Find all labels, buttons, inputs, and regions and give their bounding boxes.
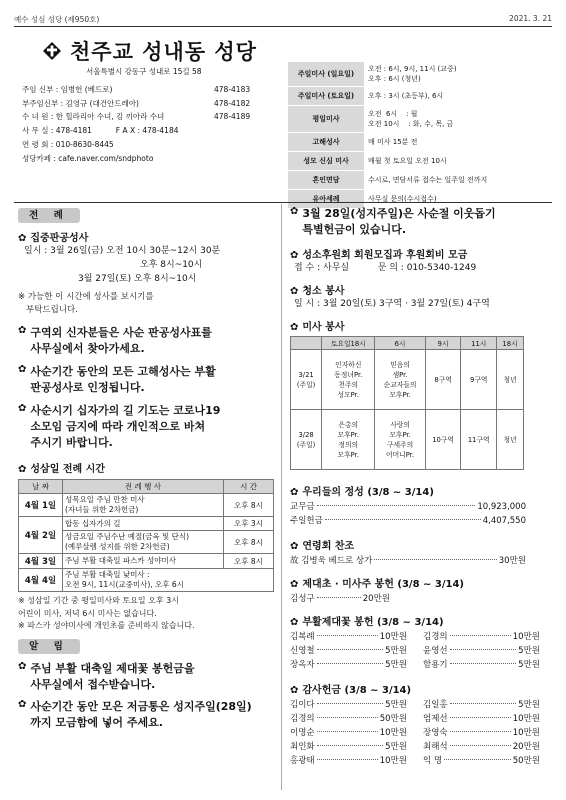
leader-dots (317, 759, 378, 760)
holyweek-date: 4월 1일 (19, 494, 63, 517)
flower-icon: ✿ (18, 364, 27, 375)
mass-cell: 은총의 모후Pr. 정의의 모후Pr. (322, 410, 375, 470)
vocation-title: ✿ 성소후원회 회원모집과 후원회비 모금 (290, 250, 468, 261)
altar-candle-title: ✿ 제대초 · 미사주 봉헌 (3/8 ~ 3/14) (290, 579, 464, 590)
schedule-row (288, 86, 540, 105)
donation-row (423, 712, 540, 726)
staff-label: 성당카페 : cafe.naver.com/sndphoto (22, 153, 154, 163)
flower-icon: ✿ (18, 325, 27, 336)
donor-name: 최해석 (423, 742, 448, 752)
donation-cell (423, 712, 540, 726)
holyweek-header-cell: 시 간 (224, 480, 274, 494)
flower-icon: ✿ (290, 579, 299, 590)
donation-pair-row (290, 740, 540, 754)
mass-cell: 10구역 (425, 410, 461, 470)
leader-dots (325, 519, 481, 520)
mass-header-row (291, 337, 524, 350)
donation-amount: 10만원 (512, 714, 540, 724)
thanks-offering-title: ✿ 감사헌금 (3/8 ~ 3/14) (290, 685, 412, 696)
leader-dots (317, 663, 384, 664)
staff-label: 연 령 회 : 010-8630-8445 (22, 139, 114, 149)
leader-dots (450, 703, 517, 704)
donation-pair-row (290, 712, 540, 726)
donation-pair-row (290, 726, 540, 740)
donation-amount: 5만원 (385, 700, 407, 710)
donation-cell (423, 740, 540, 754)
mass-cell: 사랑의 모후Pr. 구세주의 어머니Pr. (375, 410, 425, 470)
cleaning-title: ✿ 청소 봉사 (290, 286, 345, 297)
mass-header-cell: 18시 (497, 337, 524, 350)
donation-row (290, 644, 407, 658)
staff-label: 사 무 실 : 478-4181 F A X : 478-4184 (22, 126, 179, 136)
staff-phone (214, 152, 284, 166)
staff-phone (214, 124, 284, 138)
mass-cell: 11구역 (461, 410, 497, 470)
liturgy-heading: 전 례 (18, 208, 80, 223)
donation-row (290, 754, 407, 768)
leader-dots (317, 717, 378, 718)
donation-pair-row (290, 658, 540, 672)
donation-row (290, 740, 407, 754)
bulletin-header (14, 14, 552, 25)
donation-cell (423, 726, 540, 740)
donor-name: 홍광태 (290, 756, 315, 766)
holyweek-row (19, 569, 274, 592)
donation-amount: 5만원 (518, 700, 540, 710)
mass-header-cell: 9시 (425, 337, 461, 350)
leader-dots (317, 505, 476, 506)
schedule-value: 매월 첫 토요일 오전 10시 (364, 151, 540, 170)
donation-amount: 4,407,550 (482, 516, 526, 526)
donation-cell (423, 754, 540, 768)
donation-row (290, 698, 407, 712)
donation-pair-row (290, 644, 540, 658)
schedule-label: 주일미사 (토요일) (288, 86, 364, 105)
donation-cell (290, 630, 407, 644)
donation-cell (290, 658, 407, 672)
notice-bullet-2: ✿ 사순기간 동안의 모든 고해성사는 부활 판공성사로 인정됩니다. (18, 364, 216, 394)
staff-row (22, 152, 284, 166)
holyweek-date: 4월 4일 (19, 569, 63, 592)
holyweek-event: 성금요일 주님수난 예절(금육 및 단식) (예루살렘 성지를 위한 2차헌금) (63, 531, 224, 554)
schedule-row (288, 151, 540, 170)
donor-name: 장옥자 (290, 660, 315, 670)
mass-row (291, 350, 524, 410)
schedule-label: 유아세례 (288, 189, 364, 208)
flower-icon: ✿ (290, 541, 299, 552)
donor-name: 김일홍 (423, 700, 448, 710)
donation-amount: 5만원 (518, 646, 540, 656)
church-logo-icon (42, 41, 62, 61)
holyweek-event: 주님 부활 대축일 파스카 성야미사 (63, 554, 224, 569)
mass-cell: 믿음의 샘Pr. 순교자들의 모후Pr. (375, 350, 425, 410)
donation-row (423, 740, 540, 754)
mass-cell: 인자하신 동정녀Pr. 천주의 성모Pr. (322, 350, 375, 410)
holyweek-time: 오후 8시 (224, 554, 274, 569)
donor-name: 김이다 (290, 700, 315, 710)
donation-cell (423, 644, 540, 658)
holyweek-date: 4월 3일 (19, 554, 63, 569)
schedule-label: 성모 신심 미사 (288, 151, 364, 170)
mass-header-cell (291, 337, 322, 350)
mass-header-cell: 6시 (375, 337, 425, 350)
donor-name: 김복례 (290, 632, 315, 642)
donor-name: 김경의 (290, 714, 315, 724)
mass-cell: 3/21 (주일) (291, 350, 322, 410)
staff-label: 부주임신부 : 김영규 (대건안드레아) (22, 98, 139, 108)
donation-amount: 50만원 (512, 756, 540, 766)
mass-service-title: ✿ 미사 봉사 (290, 322, 345, 333)
holyweek-header-cell: 날 짜 (19, 480, 63, 494)
vocation-contact: 접 수 : 사무실 문 의 : 010-5340-1249 (294, 263, 477, 273)
donation-cell (290, 726, 407, 740)
donation-amount: 5만원 (385, 646, 407, 656)
confession-title: ✿ 집중판공성사 (18, 233, 89, 244)
mass-cell: 청년 (497, 350, 524, 410)
donation-row (423, 658, 540, 672)
flower-icon: ✿ (290, 487, 299, 498)
donation-row (423, 754, 540, 768)
donation-pair-row (290, 698, 540, 712)
flower-icon: ✿ (290, 286, 299, 297)
notice-heading: 알 림 (18, 639, 80, 654)
donation-amount: 10,923,000 (477, 502, 526, 512)
donation-row (423, 726, 540, 740)
leader-dots (317, 635, 378, 636)
donor-name: 윤영선 (423, 646, 448, 656)
leader-dots (450, 663, 517, 664)
schedule-label: 혼인면담 (288, 170, 364, 189)
donation-row (423, 630, 540, 644)
staff-phone: 478-4182 (214, 98, 251, 108)
funeral-support-row: 故 김병욱 베드로 상가 30만원 (290, 556, 526, 566)
mass-row (291, 410, 524, 470)
staff-phone (214, 138, 284, 152)
donation-row (290, 500, 526, 514)
flower-icon: ✿ (290, 685, 299, 696)
leader-dots (450, 745, 511, 746)
flower-icon: ✿ (290, 617, 299, 628)
notice-item-2: ✿ 사순기간 동안 모은 저금통은 성지주일(28일) 까지 모금함에 넣어 주세요. (18, 698, 252, 729)
schedule-row (288, 105, 540, 132)
donor-name: 주일헌금 (290, 516, 323, 526)
donation-amount: 50만원 (379, 714, 407, 724)
schedule-value: 사무실 문의(수시접수) (364, 189, 540, 208)
holyweek-date: 4월 2일 (19, 517, 63, 554)
holyweek-row (19, 517, 274, 531)
staff-phone: 478-4189 (214, 112, 251, 122)
holyweek-time: 오후 8시 (224, 531, 274, 554)
thanks-offering-list (290, 698, 540, 768)
donation-amount: 5만원 (518, 660, 540, 670)
schedule-label: 고해성사 (288, 132, 364, 151)
mass-service-table (290, 336, 524, 470)
donor-name: 익 명 (423, 756, 443, 766)
holyweek-row (19, 554, 274, 569)
schedule-row (288, 170, 540, 189)
church-title: 천주교 성내동 성당 (70, 39, 257, 64)
flower-icon: ✿ (18, 233, 27, 244)
special-collection-notice: ✿ 3월 28일(성지주일)은 사순절 이웃돕기 특별헌금이 있습니다. (290, 206, 496, 236)
donation-amount: 5만원 (385, 742, 407, 752)
offering-title: ✿ 우리들의 정성 (3/8 ~ 3/14) (290, 487, 434, 498)
leader-dots (450, 649, 517, 650)
leader-dots (317, 649, 384, 650)
flower-icon: ✿ (290, 206, 299, 217)
divider (14, 202, 552, 203)
holyweek-event: 합동 십자가의 길 (63, 517, 224, 531)
staff-row (22, 138, 284, 152)
mass-header-cell: 11시 (461, 337, 497, 350)
staff-label: 수 녀 원 : 한 힐라리아 수녀, 김 끼아라 수녀 (22, 112, 165, 122)
donor-name: 함용기 (423, 660, 448, 670)
holyweek-note: ※ 성삼일 기간 중 평일미사와 토요일 오후 3시 어린이 미사, 저녁 6시 미사는 없습니다. ※ 파스카 성야미사에 개인초를 준비하지 않습니다. (18, 596, 195, 630)
flower-icon: ✿ (18, 403, 27, 414)
notice-bullet-1: ✿ 구역외 신자분들은 사순 판공성사표를 사무실에서 찾아가세요. (18, 325, 212, 355)
staff-row (22, 110, 284, 124)
donation-amount: 20만원 (512, 742, 540, 752)
mass-schedule-table (288, 62, 540, 209)
donation-cell (290, 698, 407, 712)
mass-cell: 청년 (497, 410, 524, 470)
notice-item-1: ✿ 주님 부활 대축일 제대꽃 봉헌금을 사무실에서 접수받습니다. (18, 660, 195, 691)
confession-time-2: 오후 8시~10시 (140, 260, 203, 270)
confession-time-1: 일시 : 3월 26일(금) 오전 10시 30분~12시 30분 (24, 246, 221, 256)
donation-row (423, 698, 540, 712)
donation-cell (423, 658, 540, 672)
donation-cell (290, 712, 407, 726)
schedule-row (288, 132, 540, 151)
mass-header-cell: 토요일18시 (322, 337, 375, 350)
schedule-value: 수시로, 면담서류 접수는 일주일 전까지 (364, 170, 540, 189)
flower-icon: ✿ (290, 250, 299, 261)
donation-cell (290, 754, 407, 768)
donor-name: 장영숙 (423, 728, 448, 738)
mass-cell: 8구역 (425, 350, 461, 410)
holyweek-time: 오후 8시 (224, 494, 274, 517)
flower-icon: ✿ (18, 698, 27, 710)
schedule-value: 오전 : 6시, 9시, 11시 (교중) 오후 : 6시 (청년) (364, 62, 540, 86)
leader-dots (317, 703, 384, 704)
left-column (18, 208, 276, 731)
schedule-value: 매 미사 15분 전 (364, 132, 540, 151)
staff-row (22, 97, 284, 111)
funeral-support-title: ✿ 연령회 찬조 (290, 541, 355, 552)
confession-note: ※ 가능한 이 시간에 성사를 보시기를 부탁드립니다. (18, 292, 154, 315)
mass-cell: 3/28 (주일) (291, 410, 322, 470)
leader-dots (317, 731, 378, 732)
donation-amount: 5만원 (385, 660, 407, 670)
schedule-label: 주일미사 (일요일) (288, 62, 364, 86)
donor-name: 최인화 (290, 742, 315, 752)
donation-row (290, 712, 407, 726)
staff-row (22, 83, 284, 97)
holyweek-event: 성목요일 주님 만찬 미사 (자녀들 위한 2차헌금) (63, 494, 224, 517)
notice-bullet-3: ✿ 사순시기 십자가의 길 기도는 코로나19 소모임 금지에 따라 개인적으로 바쳐 주시기 바랍니다. (18, 403, 221, 449)
leader-dots (450, 635, 511, 636)
flower-icon: ✿ (18, 660, 27, 672)
donation-pair-row (290, 630, 540, 644)
schedule-value: 오전 6시 : 월 오전 10시 : 화, 수, 목, 금 (364, 105, 540, 132)
bulletin-date: 2021. 3. 21 (509, 14, 552, 23)
donation-row (290, 726, 407, 740)
donor-name: 이명순 (290, 728, 315, 738)
mass-cell: 9구역 (461, 350, 497, 410)
holyweek-time: 오후 3시 (224, 517, 274, 531)
donor-name: 신영철 (290, 646, 315, 656)
holyweek-title: ✿ 성삼일 전례 시간 (18, 464, 105, 475)
altar-candle-row: 김성구 20만원 (290, 594, 390, 604)
donation-amount: 10만원 (379, 632, 407, 642)
donation-cell (423, 698, 540, 712)
holyweek-event: 주님 부활 대축일 낮미사 : 오전 9시, 11시(교중미사), 오후 6시 (63, 569, 274, 592)
confession-time-3: 3월 27일(토) 오후 8시~10시 (78, 274, 197, 284)
leader-dots (450, 717, 511, 718)
easter-flowers-list (290, 630, 540, 672)
donor-name: 교무금 (290, 502, 315, 512)
flower-icon: ✿ (290, 322, 299, 333)
staff-directory (22, 83, 284, 165)
donation-row (290, 514, 526, 528)
holyweek-row (19, 494, 274, 517)
schedule-row (288, 62, 540, 86)
donation-amount: 10만원 (379, 728, 407, 738)
flower-icon: ✿ (18, 464, 27, 475)
bulletin-number: 예수 성심 성당 (제950호) (14, 15, 100, 24)
cleaning-schedule: 일 시 : 3월 20일(토) 3구역 · 3월 27일(토) 4구역 (294, 299, 490, 309)
schedule-label: 평일미사 (288, 105, 364, 132)
donor-name: 엄제선 (423, 714, 448, 724)
donation-cell (290, 740, 407, 754)
donation-row (290, 658, 407, 672)
donation-cell (290, 644, 407, 658)
schedule-value: 오후 : 3시 (초등부), 6시 (364, 86, 540, 105)
donation-cell (423, 630, 540, 644)
staff-row (22, 124, 284, 138)
offering-list (290, 500, 526, 528)
column-divider (281, 204, 282, 790)
church-address: 서울특별시 강동구 성내로 15길 58 (86, 67, 202, 76)
leader-dots (317, 745, 384, 746)
donation-row (423, 644, 540, 658)
holyweek-header-row (19, 480, 274, 494)
donation-pair-row (290, 754, 540, 768)
leader-dots (450, 731, 511, 732)
donation-row (290, 630, 407, 644)
easter-flowers-title: ✿ 부활제대꽃 봉헌 (3/8 ~ 3/14) (290, 617, 444, 628)
leader-dots (444, 759, 511, 760)
donation-amount: 10만원 (512, 728, 540, 738)
staff-phone: 478-4183 (214, 85, 251, 94)
holyweek-table (18, 479, 274, 592)
divider (14, 26, 552, 27)
staff-label: 주임 신부 : 임병헌 (베드로) (22, 85, 113, 94)
donation-amount: 10만원 (512, 632, 540, 642)
donation-amount: 10만원 (379, 756, 407, 766)
right-column (290, 206, 552, 768)
donor-name: 김경의 (423, 632, 448, 642)
holyweek-header-cell: 전 례 행 사 (63, 480, 224, 494)
